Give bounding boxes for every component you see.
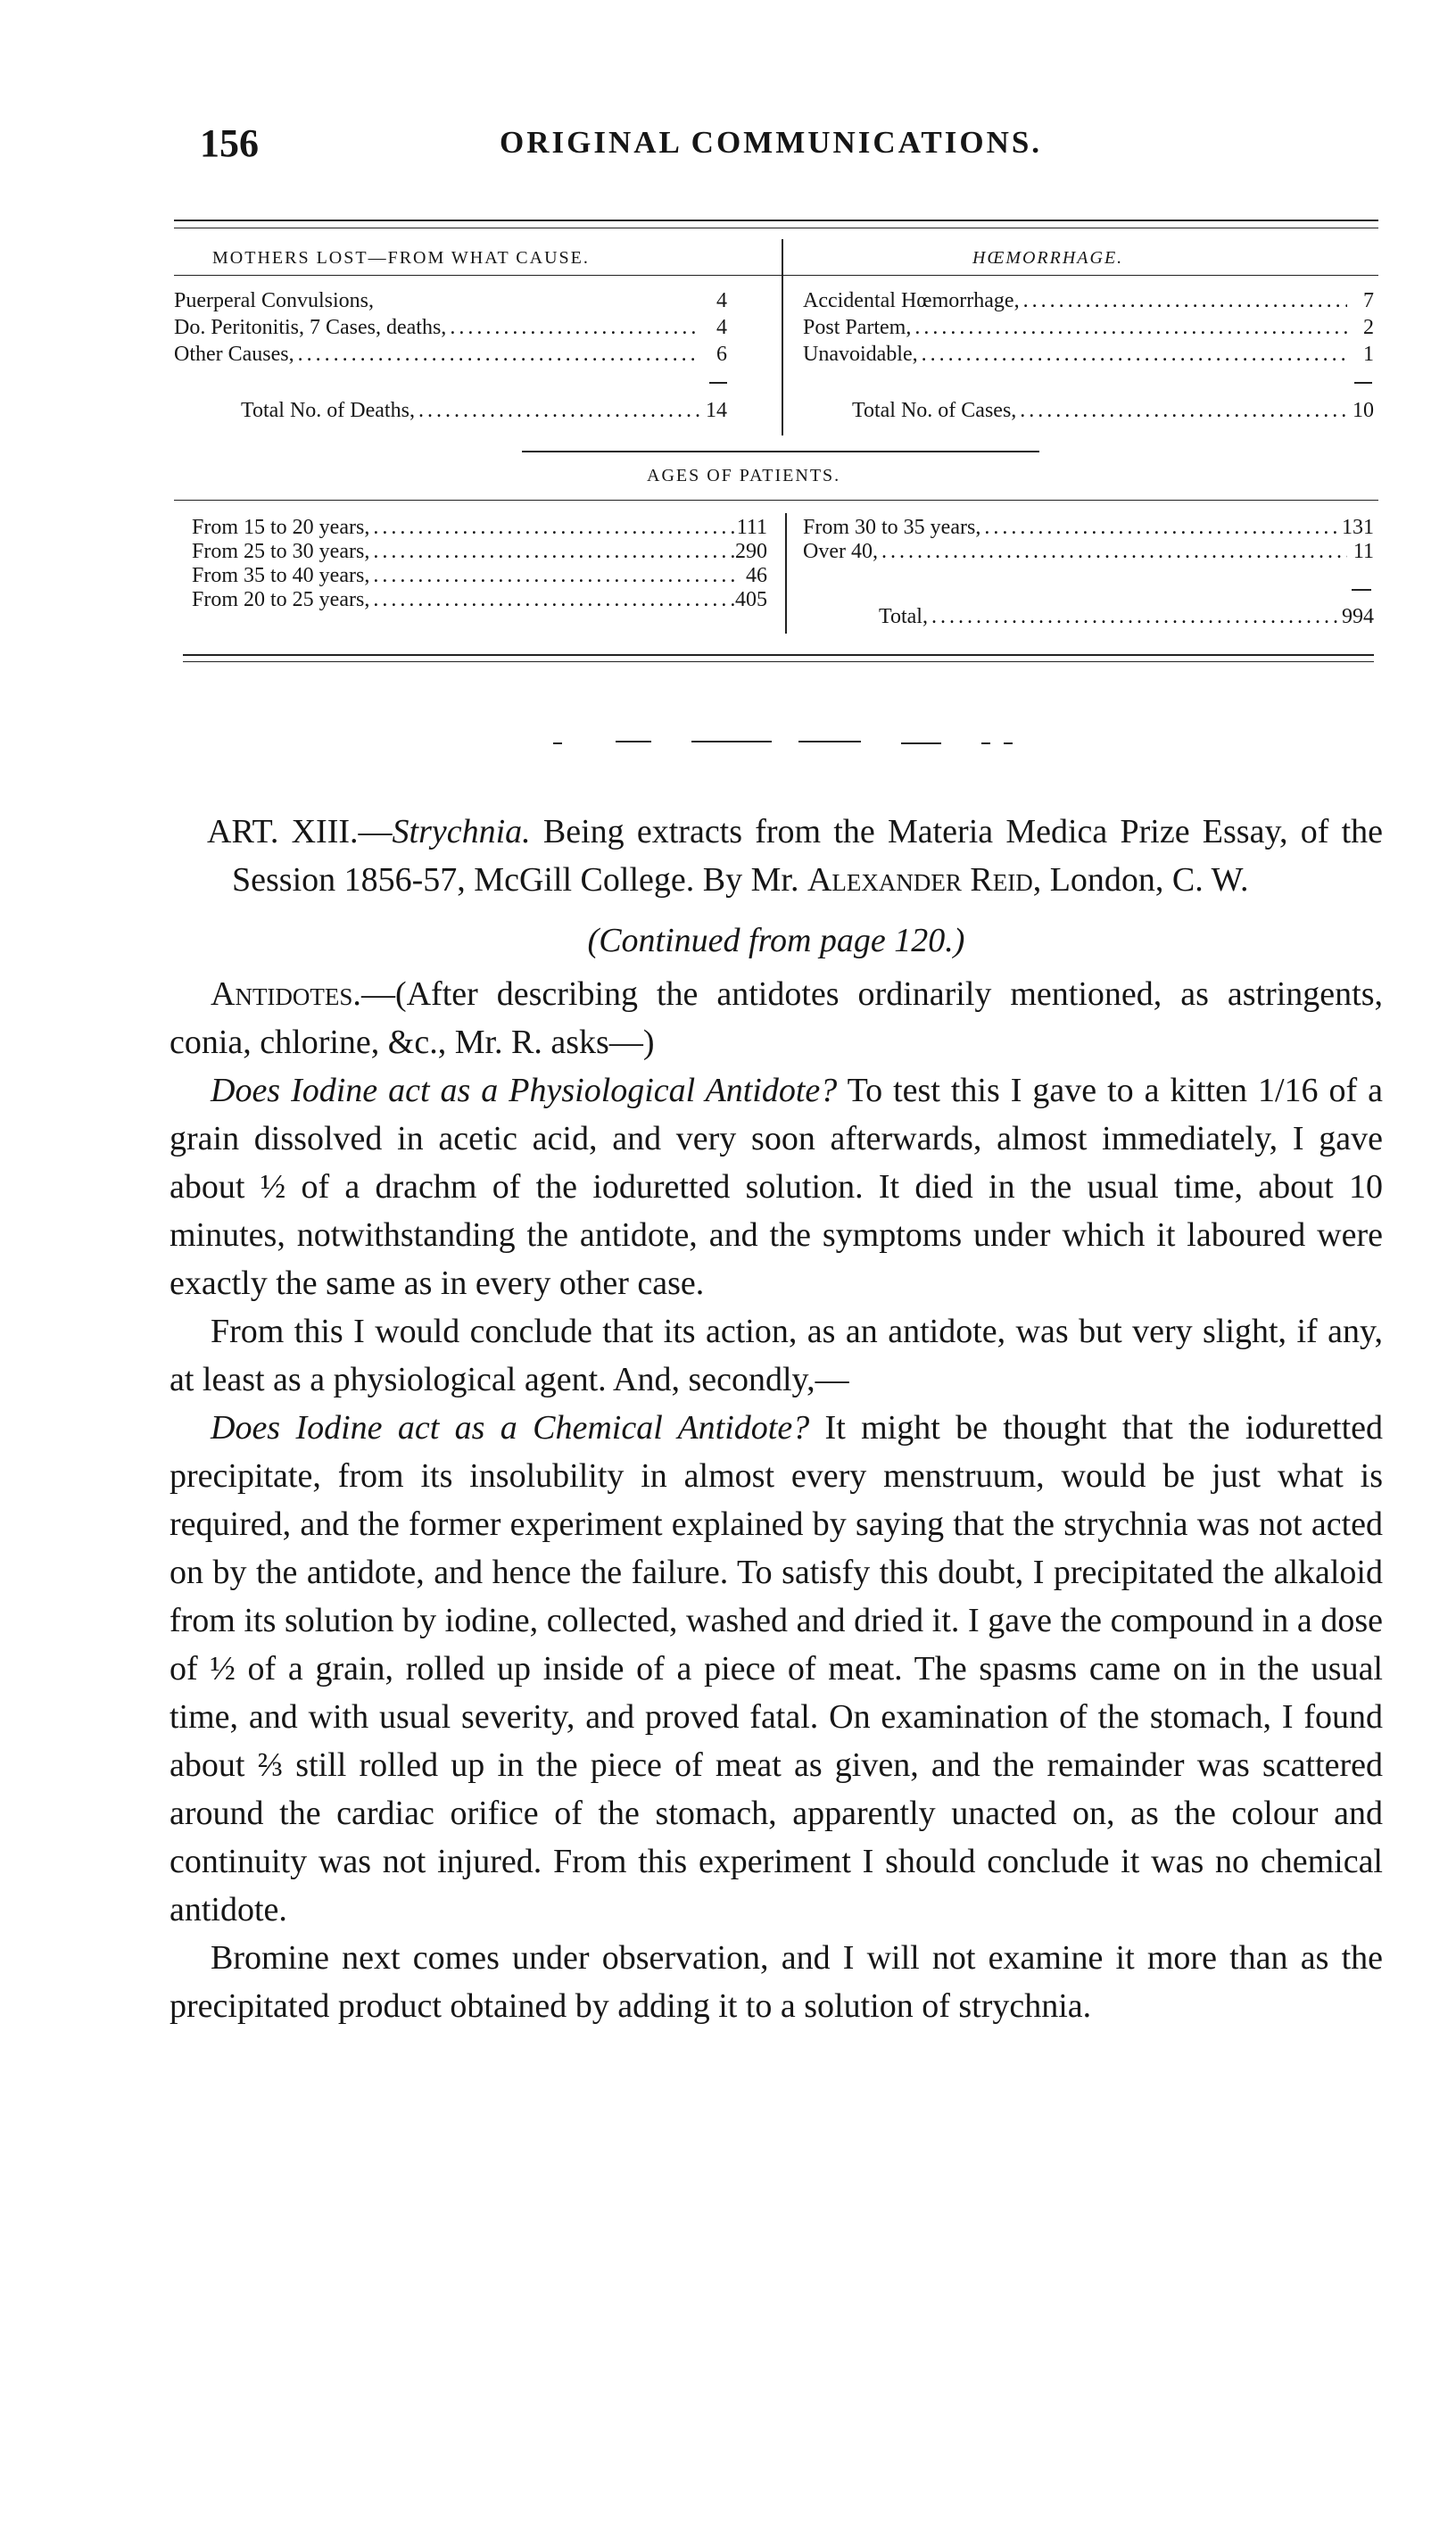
paragraph: Does Iodine act as a Chemical Antidote? It might be thought that the ioduretted precipitate, from its insolubility in almost every menstruum, would be just what is required, and the former experiment explained by saying that the strychnia was not acted on by the antidote, and hence the failure. To satisfy this doubt, I precipitated the alkaloid from its solution by iodine, collected, washed and dried it. I gave the compound in a dose of ½ of a grain, rolled up inside of a piece of meat. The spasms came on in the usual time, and with usual severity, and proved fatal. On examination of the stomach, I found about ⅔ still rolled up in the piece of meat as given, and the remainder was scattered around the cardiac orifice of the stomach, apparently unacted on, as the colour and continuity was not injured. From this experiment I should conclude it was no chemical antidote. bbox=[170, 1409, 1383, 1928]
subtotal-rule bbox=[709, 382, 727, 384]
list-item: Post Partem, ..... 2 bbox=[803, 314, 1374, 341]
continued-note: (Continued from page 120.) bbox=[587, 922, 965, 959]
mothers-lost-heading: MOTHERS LOST—FROM WHAT CAUSE. bbox=[212, 248, 590, 268]
list-item: From 25 to 30 years, ..... 290 bbox=[192, 540, 767, 564]
separator-dash bbox=[901, 742, 941, 744]
separator-dash bbox=[981, 742, 990, 744]
ages-divider bbox=[785, 513, 787, 634]
total-row: Total, ..... 994 bbox=[879, 605, 1374, 629]
table-top-rule bbox=[174, 220, 1378, 221]
ages-heading: AGES OF PATIENTS. bbox=[647, 466, 841, 485]
list-item: Puerperal Convulsions, 4 bbox=[174, 289, 727, 312]
deaths-total bbox=[241, 397, 727, 424]
paragraph: Bromine next comes under observation, and I will not examine it more than as the precipitated product obtained by adding it to a solution of strychnia. bbox=[170, 1939, 1383, 2025]
author-name: Alexander Reid bbox=[807, 861, 1033, 899]
article-body bbox=[170, 808, 1383, 2030]
haemorrhage-list bbox=[803, 287, 1374, 368]
separator-dash bbox=[553, 742, 562, 744]
table-bottom-rule bbox=[183, 654, 1374, 656]
separator-dash bbox=[616, 741, 651, 742]
ages-total bbox=[879, 605, 1374, 629]
ages-heading-rule bbox=[174, 500, 1378, 501]
cases-total bbox=[852, 397, 1374, 424]
list-item: Other Causes, ..... 6 bbox=[174, 341, 727, 368]
haemorrhage-heading: HŒMORRHAGE. bbox=[972, 248, 1124, 268]
list-item: Over 40, ..... 11 bbox=[803, 540, 1374, 564]
separator-dash bbox=[1004, 742, 1013, 744]
separator-dash bbox=[798, 741, 861, 742]
table-divider bbox=[782, 239, 783, 435]
list-item: Do. Peritonitis, 7 Cases, deaths, ..... 4 bbox=[174, 314, 727, 341]
article-title: Strychnia. bbox=[392, 813, 531, 850]
list-item: Accidental Hœmorrhage, ..... 7 bbox=[803, 287, 1374, 314]
ages-top-rule bbox=[522, 451, 1039, 452]
paragraph: Does Iodine act as a Physiological Antidote? To test this I gave to a kitten 1/16 of a grain dissolved in acetic acid, and very soon afterwards, almost immediately, I gave about ½ of a drachm of the ioduretted solution. It died in the usual time, about 10 minutes, notwithstanding the antidote, and the symptoms under which it laboured were exactly the same as in every other case. bbox=[170, 1072, 1383, 1302]
list-item: From 35 to 40 years, ..... 46 bbox=[192, 564, 767, 588]
subtotal-rule bbox=[1352, 589, 1371, 591]
list-item: From 20 to 25 years, ..... 405 bbox=[192, 588, 767, 612]
list-item: Unavoidable, ..... 1 bbox=[803, 341, 1374, 368]
total-row: Total No. of Deaths, ..... 14 bbox=[241, 397, 727, 424]
list-item: From 30 to 35 years, ..... 131 bbox=[803, 516, 1374, 540]
list-item: From 15 to 20 years, ..... 111 bbox=[192, 516, 767, 540]
table-bottom-rule-2 bbox=[183, 661, 1374, 662]
mothers-lost-list bbox=[174, 287, 727, 368]
page-number: 156 bbox=[200, 121, 259, 165]
paragraph: From this I would conclude that its action, as an antidote, was but very slight, if any, at least as a physiological agent. And, secondly,— bbox=[170, 1313, 1383, 1398]
running-title: ORIGINAL COMMUNICATIONS. bbox=[500, 125, 1043, 160]
paragraph: Antidotes.—(After describing the antidotes ordinarily mentioned, as astringents, conia, chlorine, &c., Mr. R. asks—) bbox=[170, 975, 1383, 1061]
ages-right-list bbox=[803, 516, 1374, 564]
table-heading-rule bbox=[174, 275, 1378, 276]
total-row: Total No. of Cases, ..... 10 bbox=[852, 397, 1374, 424]
article-heading: ART. XIII.—Strychnia. Being extracts from the Materia Medica Prize Essay, of the Session 1856-57, McGill College. By Mr. Alexander Reid, London, C. W. bbox=[207, 813, 1383, 899]
separator-dash bbox=[691, 741, 772, 742]
ages-left-list bbox=[192, 516, 767, 612]
subtotal-rule bbox=[1354, 382, 1372, 384]
